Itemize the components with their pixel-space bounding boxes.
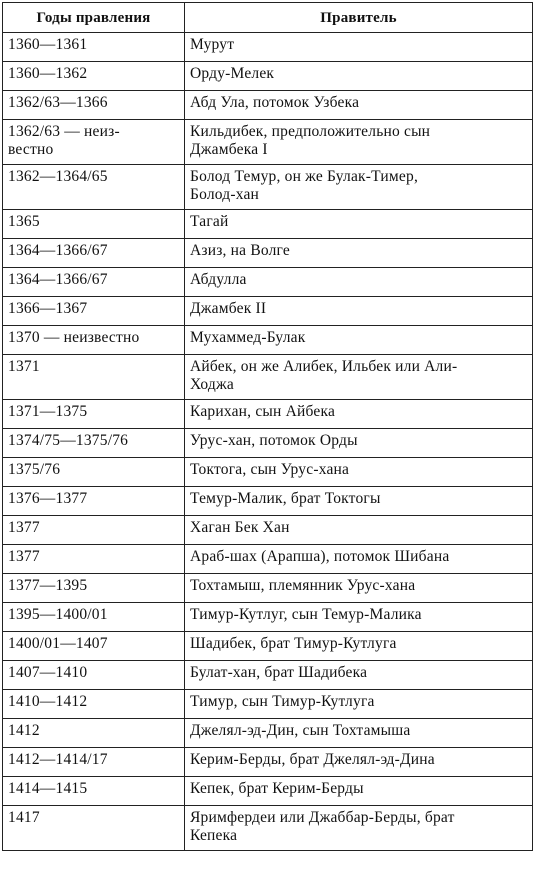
reign-years-cell: 1360—1362 [3, 62, 185, 91]
table-row [3, 326, 533, 355]
ruler-name-cell: Шадибек, брат Тимур-Кутлуга [185, 632, 533, 661]
ruler-name-cell: Тимур-Кутлуг, сын Темур-Малика [185, 603, 533, 632]
table-row [3, 400, 533, 429]
table-row [3, 574, 533, 603]
ruler-name-cell: Хаган Бек Хан [185, 516, 533, 545]
table-row [3, 458, 533, 487]
reign-years-cell: 1362—1364/65 [3, 165, 185, 210]
ruler-name-cell: Орду-Мелек [185, 62, 533, 91]
ruler-name-cell: Мухаммед-Булак [185, 326, 533, 355]
reign-years-cell: 1365 [3, 210, 185, 239]
ruler-name-cell: Тимур, сын Тимур-Кутлуга [185, 690, 533, 719]
reign-years-cell: 1417 [3, 806, 185, 851]
column-header-ruler: Правитель [185, 3, 533, 33]
reign-years-cell: 1371—1375 [3, 400, 185, 429]
table-row [3, 91, 533, 120]
reign-years-cell: 1407—1410 [3, 661, 185, 690]
ruler-name-cell: Урус-хан, потомок Орды [185, 429, 533, 458]
reign-years-cell: 1377 [3, 516, 185, 545]
table-row [3, 355, 533, 400]
table-row [3, 777, 533, 806]
table-header-row [3, 3, 533, 33]
table-row [3, 33, 533, 62]
table-row [3, 516, 533, 545]
table-row [3, 165, 533, 210]
reign-years-cell: 1362/63—1366 [3, 91, 185, 120]
reign-years-cell: 1400/01—1407 [3, 632, 185, 661]
reign-years-cell: 1376—1377 [3, 487, 185, 516]
reign-years-cell: 1366—1367 [3, 297, 185, 326]
reign-years-cell: 1412 [3, 719, 185, 748]
reign-years-cell: 1360—1361 [3, 33, 185, 62]
reign-years-cell: 1364—1366/67 [3, 268, 185, 297]
reign-years-cell: 1395—1400/01 [3, 603, 185, 632]
ruler-name-cell: Араб-шах (Арапша), потомок Шибана [185, 545, 533, 574]
ruler-name-cell: Булат-хан, брат Шадибека [185, 661, 533, 690]
table-row [3, 661, 533, 690]
ruler-name-cell: Азиз, на Волге [185, 239, 533, 268]
reign-years-cell: 1370 — неизвестно [3, 326, 185, 355]
ruler-name-cell: Темур-Малик, брат Токтогы [185, 487, 533, 516]
table-row [3, 806, 533, 851]
ruler-name-cell: Джелял-эд-Дин, сын Тохтамыша [185, 719, 533, 748]
reign-years-cell: 1375/76 [3, 458, 185, 487]
table-body [3, 33, 533, 851]
rulers-table [2, 2, 533, 851]
ruler-name-cell: Мурут [185, 33, 533, 62]
table-row [3, 603, 533, 632]
table-row [3, 545, 533, 574]
ruler-name-cell: Абд Ула, потомок Узбека [185, 91, 533, 120]
reign-years-cell: 1377—1395 [3, 574, 185, 603]
reign-years-cell: 1374/75—1375/76 [3, 429, 185, 458]
reign-years-cell: 1414—1415 [3, 777, 185, 806]
ruler-name-cell: Тохтамыш, племянник Урус-хана [185, 574, 533, 603]
reign-years-cell: 1412—1414/17 [3, 748, 185, 777]
ruler-name-cell: Токтога, сын Урус-хана [185, 458, 533, 487]
table-row [3, 239, 533, 268]
ruler-name-cell: Джамбек II [185, 297, 533, 326]
ruler-name-cell: Тагай [185, 210, 533, 239]
ruler-name-cell: Яримфердеи или Джаббар-Берды, брат Кепека [185, 806, 533, 851]
ruler-name-cell: Кепек, брат Керим-Берды [185, 777, 533, 806]
ruler-name-cell: Болод Темур, он же Булак-Тимер, Болод-хан [185, 165, 533, 210]
table-row [3, 62, 533, 91]
table-row [3, 632, 533, 661]
table-row [3, 120, 533, 165]
ruler-name-cell: Карихан, сын Айбека [185, 400, 533, 429]
reign-years-cell: 1364—1366/67 [3, 239, 185, 268]
table-row [3, 748, 533, 777]
table-row [3, 297, 533, 326]
table-row [3, 719, 533, 748]
table-row [3, 210, 533, 239]
table-row [3, 429, 533, 458]
ruler-name-cell: Абдулла [185, 268, 533, 297]
table-row [3, 268, 533, 297]
ruler-name-cell: Керим-Берды, брат Джелял-эд-Дина [185, 748, 533, 777]
reign-years-cell: 1362/63 — неиз- вестно [3, 120, 185, 165]
ruler-name-cell: Айбек, он же Алибек, Ильбек или Али- Ходжа [185, 355, 533, 400]
table-row [3, 690, 533, 719]
ruler-name-cell: Кильдибек, предположительно сын Джамбека I [185, 120, 533, 165]
table-row [3, 487, 533, 516]
reign-years-cell: 1371 [3, 355, 185, 400]
column-header-years: Годы правления [3, 3, 185, 33]
reign-years-cell: 1377 [3, 545, 185, 574]
reign-years-cell: 1410—1412 [3, 690, 185, 719]
